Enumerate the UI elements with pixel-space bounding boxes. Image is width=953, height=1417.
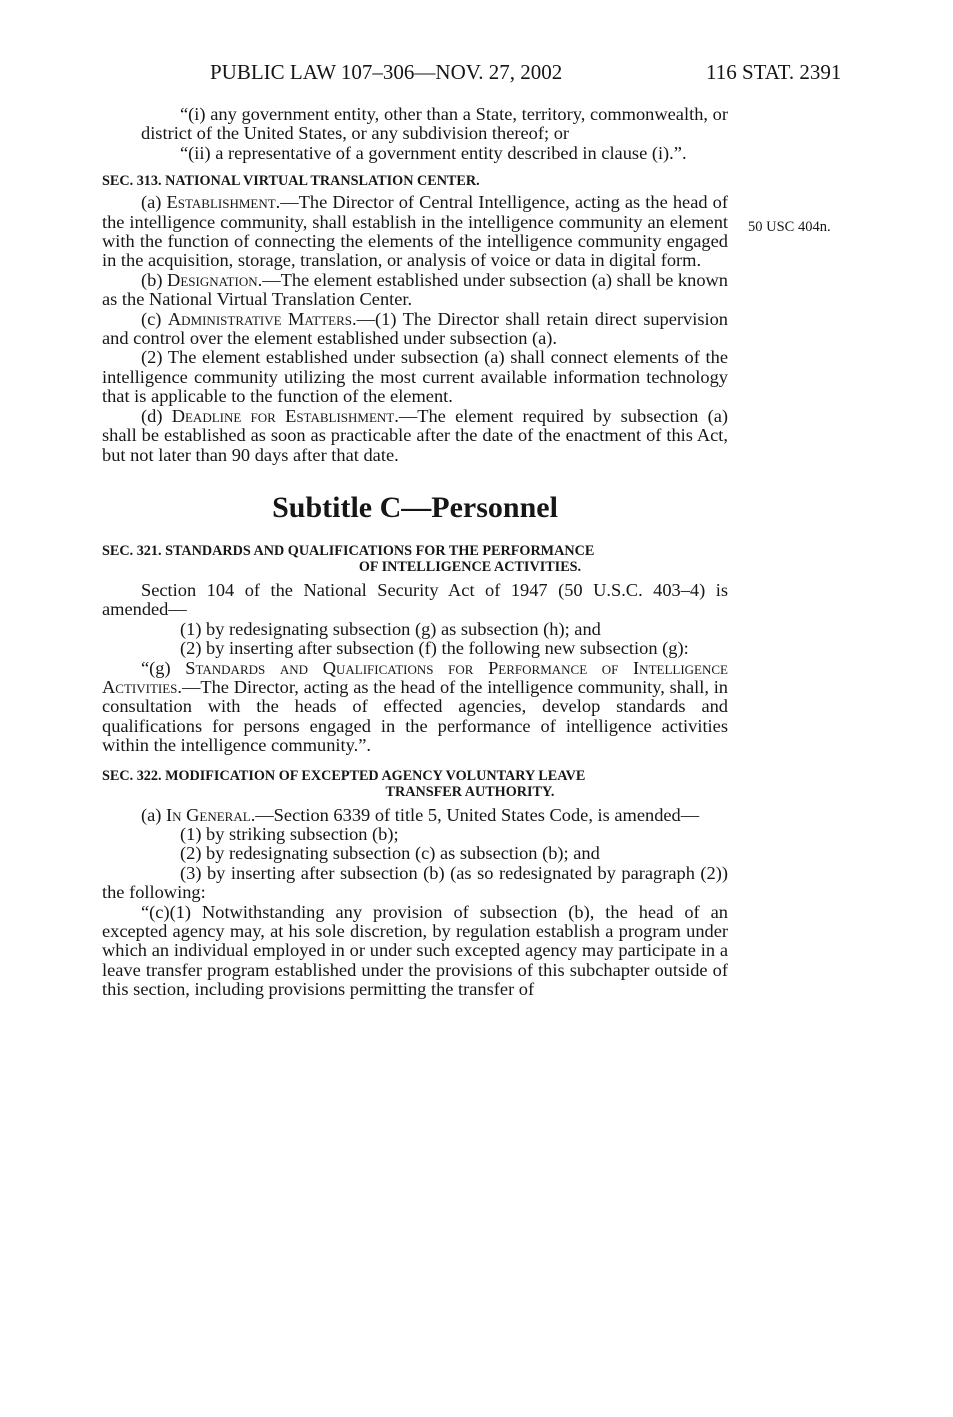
sec322-item-2: (2) by redesignating subsection (c) as subsection (b); and	[180, 843, 600, 864]
sec313-subsection-c2: (2) The element established under subsection (a) shall connect elements of the intelligence community utilizing the most current available information technology that is applicable to the function of the element.	[102, 347, 728, 407]
sec313-subsection-b: (b) Designation.—The element established under subsection (a) shall be known as the National Virtual Translation Center.	[102, 269, 728, 310]
running-head-title: PUBLIC LAW 107–306—NOV. 27, 2002	[210, 60, 563, 84]
body-text	[102, 105, 728, 1000]
sec321-item-2: (2) by inserting after subsection (f) the following new subsection (g):	[180, 638, 689, 659]
clause-i: “(i) any government entity, other than a State, territory, commonwealth, or district of the United States, or any subdivision thereof; or	[141, 104, 728, 144]
sec321-subsection-g: “(g) Standards and Qualifications for Performance of Intelligence Activities.—The Director, acting as the head of the intelligence community, shall, in consultation with the heads of effected agencies, develop standards and qualifications for persons engaged in the performance of intelligence activities within the intelligence community.”.	[102, 657, 728, 756]
running-header	[0, 60, 953, 90]
page-number: 116 STAT. 2391	[706, 60, 842, 84]
sec321-item-1: (1) by redesignating subsection (g) as subsection (h); and	[180, 618, 601, 639]
sec313-subsection-d: (d) Deadline for Establishment.—The element required by subsection (a) shall be established as soon as practicable after the date of the enactment of this Act, but not later than 90 days after that date.	[102, 405, 728, 465]
sec313-subsection-c: (c) Administrative Matters.—(1) The Director shall retain direct supervision and control over the element established under subsection (a).	[102, 308, 728, 349]
margin-citation-note: 50 USC 404n.	[748, 219, 831, 235]
section-321-heading: SEC. 321. STANDARDS AND QUALIFICATIONS FOR THE PERFORMANCE OF INTELLIGENCE ACTIVITIES.	[102, 542, 595, 575]
section-322-heading: SEC. 322. MODIFICATION OF EXCEPTED AGENCY VOLUNTARY LEAVE TRANSFER AUTHORITY.	[102, 767, 586, 800]
subtitle-heading: Subtitle C—Personnel	[272, 490, 558, 524]
sec322-subsection-a: (a) In General.—Section 6339 of title 5, United States Code, is amended—	[141, 804, 700, 825]
sec322-c1-text: “(c)(1) Notwithstanding any provision of subsection (b), the head of an excepted agency may, at his sole discretion, by regulation establish a program under which an individual employed in or under such excepted agency may participate in a leave transfer program established under the provisions of this subchapter outside of this section, including provisions permitting the transfer of	[102, 901, 728, 1000]
sec322-item-3: (3) by inserting after subsection (b) (as so redesignated by paragraph (2)) the following:	[102, 862, 728, 903]
sec322-item-1: (1) by striking subsection (b);	[180, 823, 399, 844]
clause-ii: “(ii) a representative of a government entity described in clause (i).”.	[180, 142, 687, 163]
sec313-subsection-a: (a) Establishment.—The Director of Central Intelligence, acting as the head of the intelligence community, shall establish in the intelligence community an element with the function of connecting the elements of the intelligence community engaged in the acquisition, storage, translation, or analysis of voice or data in digital form.	[102, 192, 728, 271]
section-313-heading: SEC. 313. NATIONAL VIRTUAL TRANSLATION CENTER.	[102, 173, 480, 190]
sec321-intro: Section 104 of the National Security Act of 1947 (50 U.S.C. 403–4) is amended—	[102, 579, 728, 620]
